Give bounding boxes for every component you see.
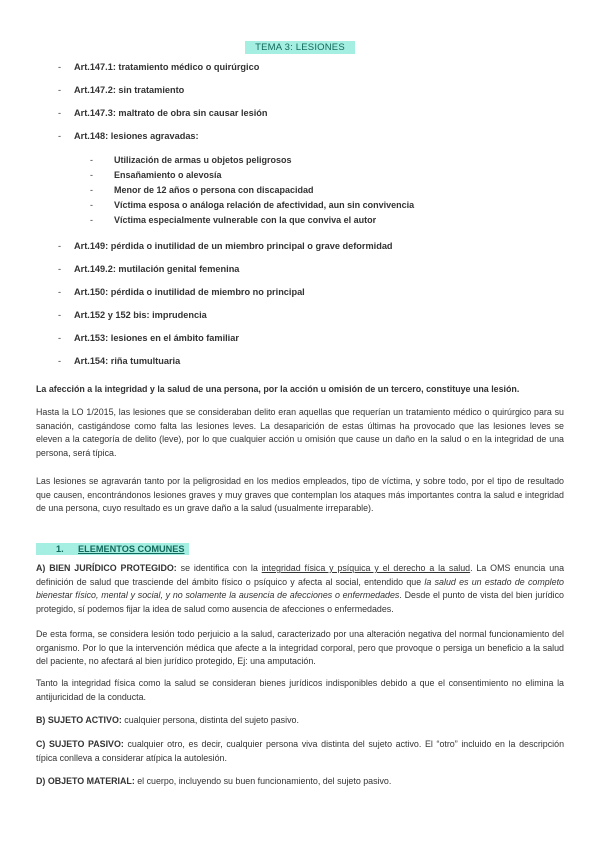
list-item: - Art.148: lesiones agravadas: <box>58 131 199 141</box>
list-item: - Utilización de armas u objetos peligrosos <box>90 155 292 165</box>
article-list <box>58 61 558 378</box>
list-item: - Art.153: lesiones en el ámbito familiar <box>58 333 239 343</box>
bien-juridico-paragraph <box>36 562 564 616</box>
list-item: - Víctima esposa o análoga relación de afectividad, aun sin convivencia <box>90 200 415 210</box>
intro-paragraph: La afección a la integridad y la salud de una persona, por la acción u omisión de un tercero, constituye una lesión. <box>36 384 520 394</box>
section-heading <box>36 539 189 557</box>
bien-juridico-text-1: se identifica con la <box>176 563 262 573</box>
bien-juridico-label: A) BIEN JURÍDICO PROTEGIDO: <box>36 563 177 573</box>
bien-juridico-text-2: . La OMS enuncia una definición de salud que trasciende del ámbito físico o psíquico y afecta al social, entendido que <box>36 563 564 587</box>
section-title: ELEMENTOS COMUNES <box>78 544 185 554</box>
list-item: - Menor de 12 años o persona con discapacidad <box>90 185 314 195</box>
objeto-material-text: el cuerpo, incluyendo su buen funcionamiento, del sujeto pasivo. <box>134 776 392 786</box>
sujeto-activo-label: B) SUJETO ACTIVO: <box>36 715 122 725</box>
aggravation-paragraph: Las lesiones se agravarán tanto por la peligrosidad en los medios empleados, tipo de víctima, y sobre todo, por el tipo de resultado que causen, encontrándonos lesiones graves y muy graves que contemplan los ataques más importantes contra la salud e integridad de una persona, cuyo resultado es un grave daño a la salud (usualmente irreparable). <box>36 476 564 513</box>
bien-juridico-text-3: . Desde el punto de vista del bien jurídico protegido, sí podemos fijar la idea de salud como ausencia de afecciones o enfermedades. <box>36 590 564 614</box>
list-item: - Art.147.3: maltrato de obra sin causar lesión <box>58 108 268 118</box>
objeto-material-label: D) OBJETO MATERIAL: <box>36 776 135 786</box>
sujeto-activo-text: cualquier persona, distinta del sujeto pasivo. <box>121 715 299 725</box>
sujeto-pasivo-label: C) SUJETO PASIVO: <box>36 739 124 749</box>
list-item: - Art.152 y 152 bis: imprudencia <box>58 310 207 320</box>
list-item: - Art.147.1: tratamiento médico o quirúrgico <box>58 62 260 72</box>
list-item: - Víctima especialmente vulnerable con la que conviva el autor <box>90 215 377 225</box>
page-title: TEMA 3: LESIONES <box>245 41 355 54</box>
bien-juridico-underlined: integridad física y psíquica y el derecho a la salud <box>261 563 471 573</box>
sujeto-pasivo-paragraph <box>36 738 564 765</box>
consent-paragraph: Tanto la integridad física como la salud se consideran bienes jurídicos indisponibles debido a que el consentimiento no elimina la antijuricidad de la conducta. <box>36 678 564 702</box>
list-item: - Art.149.2: mutilación genital femenina <box>58 264 240 274</box>
list-item: - Art.154: riña tumultuaria <box>58 356 181 366</box>
section-number: 1. <box>56 544 64 554</box>
title-block <box>0 37 600 55</box>
sujeto-activo-paragraph <box>36 714 564 728</box>
list-item: - Art.150: pérdida o inutilidad de miembro no principal <box>58 287 305 297</box>
bien-juridico-italic: la salud es un estado de completo bienestar físico, mental y social, y no solamente la ausencia de afecciones o enfermedades <box>36 576 564 600</box>
list-item: - Ensañamiento o alevosía <box>90 170 222 180</box>
lesion-definition-paragraph: De esta forma, se considera lesión todo perjuicio a la salud, caracterizado por una alteración negativa del normal funcionamiento del organismo. Por lo que la intervención médica que afecte a la integridad corporal, pero que provoque o persiga un beneficio a la salud del paciente, no afectará al bien jurídico protegido, Ej: una amputación. <box>36 629 564 666</box>
objeto-material-paragraph <box>36 775 564 789</box>
history-paragraph: Hasta la LO 1/2015, las lesiones que se consideraban delito eran aquellas que requerían un tratamiento médico o quirúrgico para su sanación, castigándose como falta las lesiones leves. La desaparición de estas últimas ha provocado que las lesiones leves se eleven a la categoría de delito (leve), por lo que cualquier acción u omisión que cause un daño en la salud o en la integridad de una persona, será típica. <box>36 407 564 458</box>
list-item: - Art.147.2: sin tratamiento <box>58 85 185 95</box>
sujeto-pasivo-text: cualquier otro, es decir, cualquier persona viva distinta del sujeto activo. El “otro” incluido en la descripción típica conlleva a considerar atípica la autolesión. <box>36 739 564 763</box>
aggravated-list <box>58 154 558 229</box>
list-item: - Art.149: pérdida o inutilidad de un miembro principal o grave deformidad <box>58 241 393 251</box>
